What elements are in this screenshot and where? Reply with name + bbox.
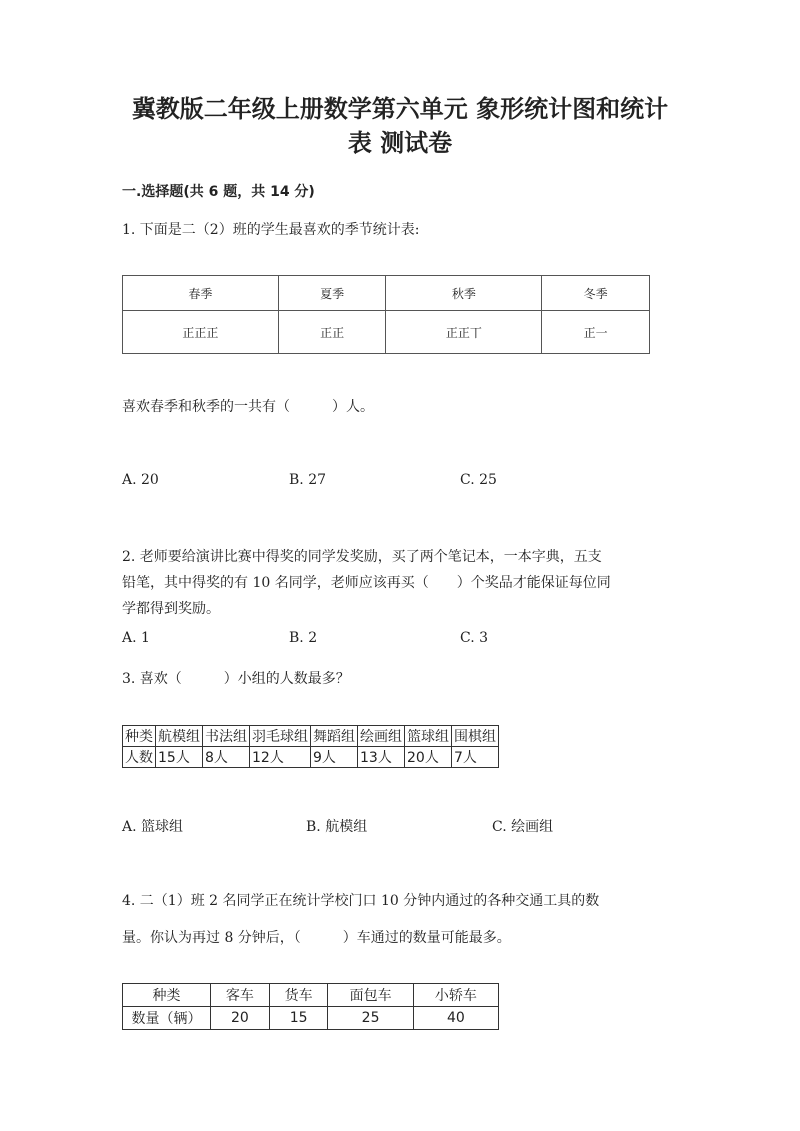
q2-line: 铅笔，其中得奖的有 10 名同学，老师应该再买（ ）个奖品才能保证每位同 xyxy=(122,575,611,591)
q1-tally-cell: 正正丅 xyxy=(386,311,542,354)
q4-cell: 面包车 xyxy=(328,984,413,1007)
q3-cell: 12人 xyxy=(250,747,311,768)
q4-cell: 客车 xyxy=(211,984,270,1007)
q3-cell: 9人 xyxy=(311,747,358,768)
q1-tally-cell: 正一 xyxy=(542,311,650,354)
q3-cell: 羽毛球组 xyxy=(250,726,311,747)
q2-line: 2. 老师要给演讲比赛中得奖的同学发奖励，买了两个笔记本，一本字典，五支 xyxy=(122,549,602,565)
q3-cell: 围棋组 xyxy=(452,726,499,747)
q4-vehicle-table xyxy=(122,983,499,1030)
q4-cell: 40 xyxy=(413,1007,498,1030)
q4-cell: 种类 xyxy=(123,984,211,1007)
q2-line: 学都得到奖励。 xyxy=(122,601,220,617)
q1-tally-cell: 正正 xyxy=(278,311,386,354)
q3-group-table xyxy=(122,725,499,768)
q4-cell: 15 xyxy=(269,1007,328,1030)
q2-option-c[interactable]: C. 3 xyxy=(460,630,489,646)
q1-option-b[interactable]: B. 27 xyxy=(289,472,327,488)
q3-cell: 舞蹈组 xyxy=(311,726,358,747)
q4-cell: 20 xyxy=(211,1007,270,1030)
q3-cell: 15人 xyxy=(156,747,203,768)
q1-tally-cell: 正正正 xyxy=(123,311,279,354)
q3-cell: 人数 xyxy=(123,747,156,768)
q4-cell: 货车 xyxy=(269,984,328,1007)
q4-cell: 小轿车 xyxy=(413,984,498,1007)
q2-text xyxy=(122,544,611,622)
title-line-2: 表 测试卷 xyxy=(347,129,453,157)
q1-option-a[interactable]: A. 20 xyxy=(122,472,159,488)
title-line-1: 冀教版二年级上册数学第六单元 象形统计图和统计 xyxy=(131,95,669,123)
q4-line-2: 量。你认为再过 8 分钟后，（ ）车通过的数量可能最多。 xyxy=(122,930,511,946)
q1-season-table xyxy=(122,275,650,354)
q1-header-cell: 冬季 xyxy=(542,276,650,311)
q2-option-a[interactable]: A. 1 xyxy=(122,630,150,646)
q1-header-cell: 夏季 xyxy=(278,276,386,311)
q2-option-b[interactable]: B. 2 xyxy=(289,630,318,646)
q3-cell: 航模组 xyxy=(156,726,203,747)
q3-option-c[interactable]: C. 绘画组 xyxy=(492,819,554,835)
q1-option-c[interactable]: C. 25 xyxy=(460,472,497,488)
section-heading: 一.选择题(共 6 题，共 14 分) xyxy=(122,184,315,200)
q3-option-a[interactable]: A. 篮球组 xyxy=(122,819,184,835)
q4-cell: 数量（辆） xyxy=(123,1007,211,1030)
q1-question: 喜欢春季和秋季的一共有（ ）人。 xyxy=(122,399,374,415)
q1-text: 1. 下面是二（2）班的学生最喜欢的季节统计表: xyxy=(122,222,420,238)
q4-cell: 25 xyxy=(328,1007,413,1030)
q3-cell: 篮球组 xyxy=(405,726,452,747)
q3-cell: 7人 xyxy=(452,747,499,768)
q1-header-cell: 秋季 xyxy=(386,276,542,311)
q3-cell: 绘画组 xyxy=(358,726,405,747)
q3-cell: 20人 xyxy=(405,747,452,768)
q3-option-b[interactable]: B. 航模组 xyxy=(306,819,368,835)
q4-line-1: 4. 二（1）班 2 名同学正在统计学校门口 10 分钟内通过的各种交通工具的数 xyxy=(122,893,600,909)
q3-cell: 书法组 xyxy=(203,726,250,747)
q3-cell: 种类 xyxy=(123,726,156,747)
q3-text: 3. 喜欢（ ）小组的人数最多？ xyxy=(122,671,350,687)
document-title xyxy=(100,92,700,160)
q1-header-cell: 春季 xyxy=(123,276,279,311)
q3-cell: 13人 xyxy=(358,747,405,768)
q3-cell: 8人 xyxy=(203,747,250,768)
